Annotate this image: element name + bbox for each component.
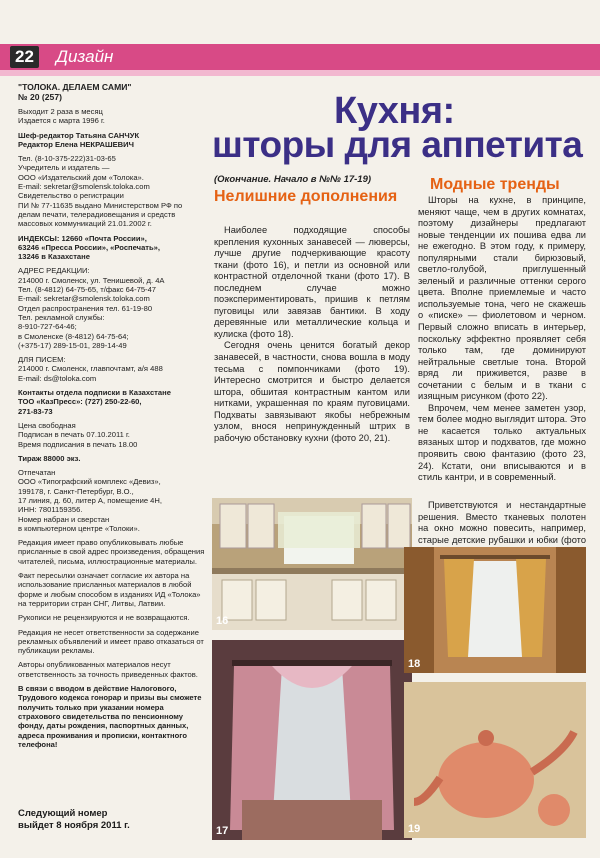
photo-kitchen-grommet-curtains	[212, 498, 412, 630]
photo-number: 16	[216, 615, 229, 627]
imprint-paragraph: В связи с вводом в действие Налогового, Трудового кодекса гонорар и призы вы сможете получить только при указании номера страхового свидетельства по пенсионному фонду, даты рождения, паспортных данных, адреса проживания и прописки, контактного телефона!	[18, 684, 202, 749]
imprint-paragraph: Контакты отдела подписки в Казахстане ТОО «КазПресс»: (727) 250-22-60, 271-83-73	[18, 388, 171, 416]
paragraph: Шторы на кухне, в принципе, меняют чаще, чем в других комнатах, поэтому дизайнеры предлагают новые тенденции их пошива едва ли не ежегодно. В этом году, к примеру, популярными стали бирюзовый, светло-голубой, приглушенный зеленый и различные оттенки серого цвета. Вполне приемлемые и часто используемые тона, чего не скажешь о «писке» — фиолетовом и черном. Первый сложно вписать в интерьер, поскольку эффектно проявляет себя только там, где доминируют нейтральные светлые тона. Второй вряд ли приживется, разве в сочетании с белым и в ткани с изящным рисунком (фото 22).	[418, 195, 586, 402]
photo-tie-curtains	[404, 547, 586, 673]
tie-curtains-illustration	[404, 547, 586, 673]
imprint-paragraph: Цена свободная Подписан в печать 07.10.2011 г. Время подписания в печать 18.00	[18, 420, 138, 449]
header-band-stripe	[0, 70, 600, 76]
paragraph: Сегодня очень ценится богатый декор занавесей, в частности, снова вошла в моду тесьма с помпончиками (фото 19). Интересно смотрится и быстро делается штора, обшитая контрастным кантом или нитками, украшенная по краям пуговицами. Подхваты завязывают якобы небрежным узлом, внося непринужденный штрих в рабочую обстановку кухни (фото 20, 21).	[214, 340, 410, 443]
page-number: 22	[10, 46, 39, 68]
paragraph: Впрочем, чем менее заметен узор, тем более модно выглядит штора. Это не касается только актуальных вязаных штор и подхватов, где можно проявить свою фантазию (фото 23, 24). Кстати, они вписываются и в стиль кантри, и в современный.	[418, 402, 586, 483]
next-issue-note: Следующий номер выйдет 8 ноября 2011 г.	[18, 808, 130, 831]
applique-illustration	[404, 682, 586, 838]
imprint-paragraph: Редакция имеет право опубликовывать любые присланные в свой адрес произведения, обращения читателей, письма, иллюстрационные материалы.	[18, 538, 205, 566]
imprint-paragraph: Выходит 2 раза в месяц Издается с марта 1996 г.	[18, 107, 105, 126]
imprint-paragraph: Редакция не несет ответственности за содержание рекламных объявлений и имеет право отказаться от публикации рекламы.	[18, 627, 204, 656]
loop-curtains-illustration	[212, 640, 412, 840]
imprint-paragraph: ИНДЕКСЫ: 12660 «Почта России», 63246 «Пресса России», «Роспечать», 13246 в Казахстане	[18, 233, 161, 262]
article-title-line2: шторы для аппетита	[212, 124, 583, 165]
continuation-note: (Окончание. Начало в №№ 17-19)	[214, 174, 372, 185]
imprint-paragraph: Отпечатан ООО «Типографский комплекс «Девиз», 199178, г. Санкт-Петербург, В.О., 17 линия, д. 60, литер А, помещение 4Н, ИНН: 7801159356. Номер набран и сверстан в компьютерном центре «Толоки».	[18, 468, 162, 533]
photo-applique-curtain	[404, 682, 586, 838]
photo-loop-curtains	[212, 640, 412, 840]
imprint-paragraph: ДЛЯ ПИСЕМ: 214000 г. Смоленск, главпочтамт, а/я 488 E-mail: ds@toloka.com	[18, 355, 163, 383]
imprint-paragraph: Авторы опубликованных материалов несут ответственность за точность приведенных фактов.	[18, 660, 198, 679]
photo-number: 18	[408, 658, 421, 670]
kitchen-illustration	[212, 498, 412, 630]
photo-number: 17	[216, 825, 229, 837]
imprint-paragraph: Шеф-редактор Татьяна САНЧУК Редактор Елена НЕКРАШЕВИЧ	[18, 130, 140, 149]
imprint-paragraph: Факт пересылки означает согласие их автора на использование присланных материалов в любой форме и любым способом в изданиях ИД «Толока» на территории стран СНГ, Литвы, Латвии.	[18, 571, 201, 608]
paragraph: Наиболее подходящие способы крепления кухонных занавесей — люверсы, лучше другие подчеркивающие красоту ткани (фото 16), и петли из основной или контрастной отделочной ткани (фото 17). В последнем случае можно поэкспериментировать, пришив к петлям пуговицы или завязав бантики. В ходу деревянные или металлические кольца и кулиска (фото 18).	[214, 225, 410, 339]
photo-number: 19	[408, 823, 421, 835]
heading-extras: Нелишние дополнения	[214, 188, 398, 205]
imprint-paragraph: "ТОЛОКА. ДЕЛАЕМ САМИ" № 20 (257)	[18, 82, 132, 102]
article-column-1	[214, 225, 410, 444]
article-title-line1: Кухня:	[334, 90, 455, 132]
article-column-2	[418, 195, 586, 484]
imprint-paragraph: АДРЕС РЕДАКЦИИ: 214000 г. Смоленск, ул. Тенишевой, д. 4А Тел. (8-4812) 64-75-65, т/факс 64-75-47 E-mail: sekretar@smolensk.toloka.com Отдел распространения тел. 61-19-80 Тел. рекламной службы: 8-910-727-64-46; в Смоленске (8-4812) 64-75-64; (+375-17) 289-15-01, 289-14-49	[18, 266, 165, 350]
imprint-paragraph: Рукописи не рецензируются и не возвращаются.	[18, 613, 190, 623]
imprint-column	[18, 82, 206, 754]
paragraph: Приветствуются и нестандартные решения. Вместо тканевых полотен на окно можно повесить, например, старые детские рубашки и юбки (фото	[418, 500, 586, 545]
imprint-paragraph: Тираж 88000 экз.	[18, 453, 81, 463]
imprint-paragraph: Тел. (8-10-375-222)31-03-65 Учредитель и издатель — ООО «Издательский дом «Толока». E-mail: sekretar@smolensk.toloka.com Свидетельство о регистрации ПИ № 77-11635 выдано Министерством РФ по делам печати, телерадиовещания и средств массовых коммуникаций 21.01.2002 г.	[18, 154, 183, 229]
section-title: Дизайн	[56, 47, 114, 66]
heading-trends: Модные тренды	[430, 176, 560, 193]
